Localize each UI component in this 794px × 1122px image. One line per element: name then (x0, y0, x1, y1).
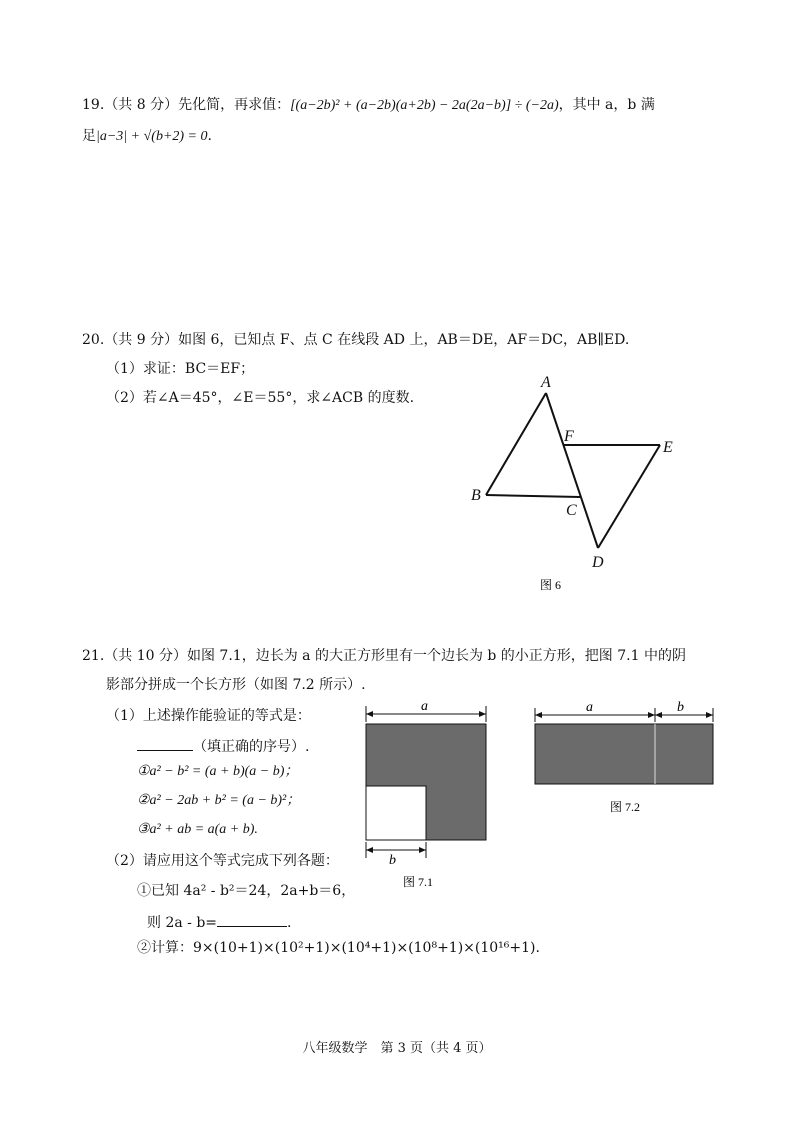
fig71-caption: 图 7.1 (403, 875, 434, 889)
q21-stem-line2: 影部分拼成一个长方形（如图 7.2 所示）. (106, 677, 366, 693)
q21-stem-line1: 21.（共 10 分）如图 7.1，边长为 a 的大正方形里有一个边长为 b 的小正方形，把图 7.1 中的阴 (82, 648, 686, 664)
point-label-f: F (564, 428, 574, 445)
q21-sub2: ②计算：9×(10+1)×(10²+1)×(10⁴+1)×(10⁸+1)×(10¹⁶+1). (137, 940, 540, 956)
point-label-d: D (592, 554, 604, 571)
point-label-e: E (663, 439, 673, 456)
point-label-b: B (471, 487, 481, 504)
q21-part1-answer-line (137, 736, 309, 757)
q20-stem: 20.（共 9 分）如图 6，已知点 F、点 C 在线段 AD 上，AB＝DE，AF＝DC，AB∥ED. (82, 332, 630, 348)
q21-part2-title: （2）请应用这个等式完成下列各题： (106, 853, 339, 869)
q21-sub1-line1: ①已知 4a² - b²＝24，2a+b＝6， (137, 883, 356, 899)
point-label-c: C (566, 502, 577, 519)
fig72-label-b: b (677, 700, 684, 715)
q21-sub1-line2 (147, 912, 291, 933)
segment-ab (486, 393, 546, 495)
point-label-a: A (541, 374, 551, 391)
fig71-label-b: b (389, 853, 396, 868)
q21-part1-title: （1）上述操作能验证的等式是： (106, 708, 311, 724)
q21-sub1-blank[interactable] (217, 912, 287, 927)
q21-option-3: ③a² + ab = a(a + b). (137, 822, 258, 837)
q19-prefix: 足 (82, 128, 96, 144)
q19-end: . (207, 128, 212, 144)
q21-answer-blank[interactable] (137, 736, 193, 751)
q21-sub1-prefix: 则 2a - b= (147, 915, 218, 931)
fig72-rectangle (535, 724, 713, 784)
fig71-label-a: a (421, 699, 428, 714)
q19-tail: ，其中 a，b 满 (558, 97, 655, 113)
figure-7-2 (535, 700, 713, 814)
page-footer: 八年级数学 第 3 页（共 4 页） (302, 1041, 492, 1056)
q19-expression: [(a−2b)² + (a−2b)(a+2b) − 2a(2a−b)] ÷ (−2a) (290, 98, 559, 113)
q21-blank-hint: （填正确的序号）. (193, 739, 310, 755)
fig72-caption: 图 7.2 (610, 800, 641, 814)
figure-7-1 (366, 699, 486, 889)
segment-ad (546, 393, 598, 548)
q21-option-2: ②a² − 2ab + b² = (a − b)²； (137, 793, 301, 808)
q20-part2: （2）若∠A＝45°，∠E＝55°，求∠ACB 的度数. (106, 390, 415, 406)
q21-option-1: ①a² − b² = (a + b)(a − b)； (137, 764, 299, 779)
q20-part1: （1）求证：BC＝EF； (106, 361, 255, 377)
q19-condition: |a−3| + √(b+2) = 0 (96, 129, 208, 144)
segment-ed (598, 445, 660, 548)
q19-head: 19.（共 8 分）先化简，再求值： (82, 97, 291, 113)
segment-bc (486, 495, 580, 497)
q21-sub1-end: . (287, 915, 292, 931)
figure-6-lines (486, 393, 660, 548)
fig72-label-a: a (586, 700, 593, 715)
figure-6-caption: 图 6 (540, 578, 562, 592)
fig71-small-square (366, 786, 426, 840)
